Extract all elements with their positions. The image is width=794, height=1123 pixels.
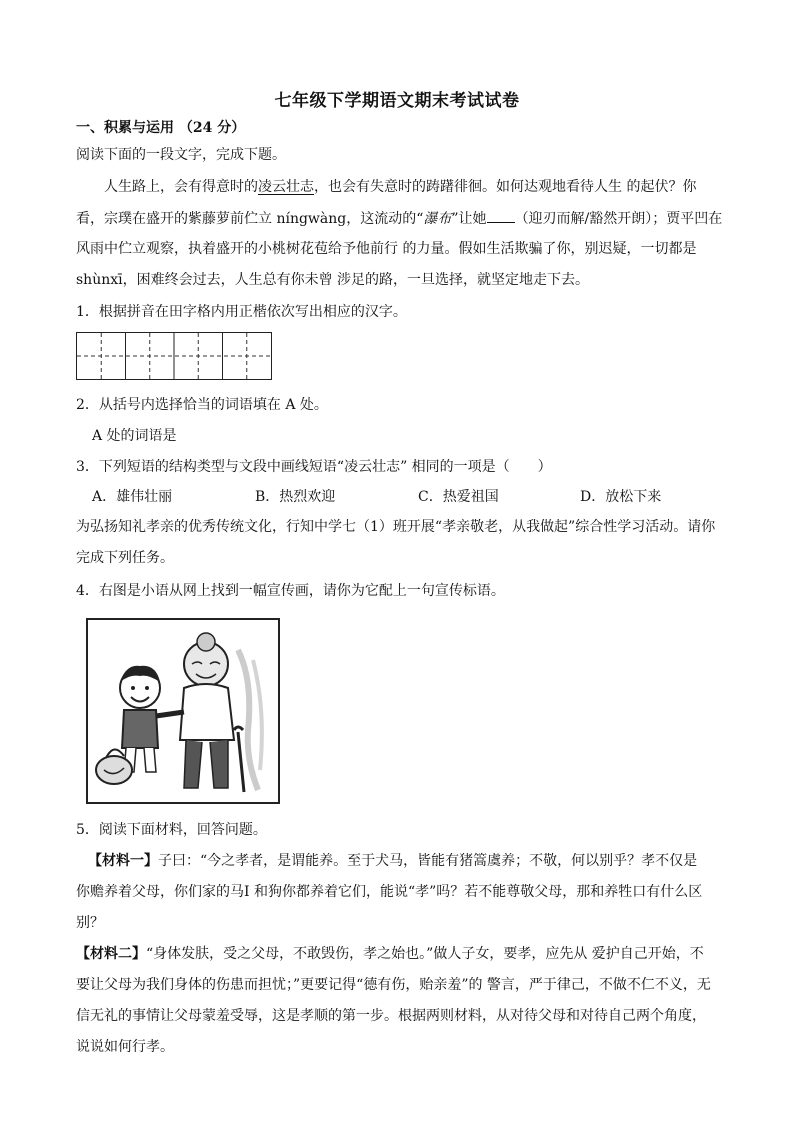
poster-illustration — [86, 618, 280, 804]
material-2-line-4: 说说如何行孝。 — [76, 1039, 174, 1055]
option-d[interactable]: D．放松下来 — [580, 489, 662, 505]
question-3: 3．下列短语的结构类型与文段中画线短语“凌云壮志” 相同的一项是（ ） — [76, 459, 552, 475]
page-title: 七年级下学期语文期末考试试卷 — [274, 91, 520, 111]
material-2-line-2: 要让父母为我们身体的伤患而担忧；”更要记得“德有伤，贻亲羞”的 警言，严于律己，不做不仁不义，无 — [76, 977, 711, 993]
instruction-text: 阅读下面的一段文字，完成下题。 — [76, 147, 286, 163]
underlined-phrase: 凌云壮志 — [258, 179, 314, 195]
question-1: 1．根据拼音在田字格内用正楷依次写出相应的汉字。 — [76, 304, 407, 320]
option-b[interactable]: B．热烈欢迎 — [255, 489, 336, 505]
passage-line-3: 风雨中伫立观察，执着盛开的小桃树花苞给予他前行 的力量。假如生活欺骗了你，别迟疑，一切都是 — [76, 241, 697, 257]
question-5: 5．阅读下面材料，回答问题。 — [76, 822, 267, 838]
passage-line-2: 看，宗璞在盛开的紫藤萝前伫立 níngwàng，这流动的“瀑布”让她 （迎刃而解/豁然开朗）；贾平凹在 — [76, 208, 746, 229]
passage-line-4: shùnxī，困难终会过去，人生总有你未曾 涉足的路，一旦选择，就坚定地走下去。 — [76, 272, 590, 288]
tianzige-grid[interactable] — [76, 332, 272, 380]
activity-intro-line-2: 完成下列任务。 — [76, 550, 174, 566]
material-1-line-1: 【材料一】子曰：“今之孝者，是谓能养。至于犬马，皆能有猪篙虞养；不敬，何以别乎？孝不仅是 — [88, 853, 698, 869]
material-2-line-1: 【材料二】“身体发肤，受之父母，不敢毁伤，孝之始也。”做人子女，要孝，应先从 爱护自己开始，不 — [76, 946, 704, 962]
question-4: 4．右图是小语从网上找到一幅宣传画，请你为它配上一句宣传标语。 — [76, 583, 505, 599]
option-a[interactable]: A．雄伟壮丽 — [92, 489, 173, 505]
question-2: 2．从括号内选择恰当的词语填在 A 处。 — [76, 397, 328, 413]
section-heading: 一、积累与运用 （24 分） — [76, 120, 246, 136]
grid-lines — [77, 333, 271, 379]
material-2-line-3: 信无礼的事情让父母蒙羞受辱，这是孝顺的第一步。根据两则材料，从对待父母和对待自己两个角度， — [76, 1008, 706, 1024]
activity-intro-line-1: 为弘扬知礼孝亲的优秀传统文化，行知中学七（1）班开展“孝亲敬老，从我做起”综合性学习活动。请你 — [76, 519, 716, 535]
option-c[interactable]: C．热爱祖国 — [418, 489, 499, 505]
question-2-answer-label: A 处的词语是 — [92, 428, 177, 444]
material-1-line-2: 你赡养着父母，你们家的马I 和狗你都养着它们，能说“孝”吗？若不能尊敬父母，那和养牲口有什么区 — [76, 884, 703, 900]
question-3-options — [92, 487, 762, 507]
illustration-drawing — [88, 620, 278, 802]
material-1-line-3: 别？ — [76, 915, 104, 931]
passage-line-1: 人生路上，会有得意时的凌云壮志，也会有失意时的踌躇徘徊。如何达观地看待人生 的起伏？你 — [104, 179, 697, 195]
answer-blank-a[interactable] — [487, 208, 515, 223]
